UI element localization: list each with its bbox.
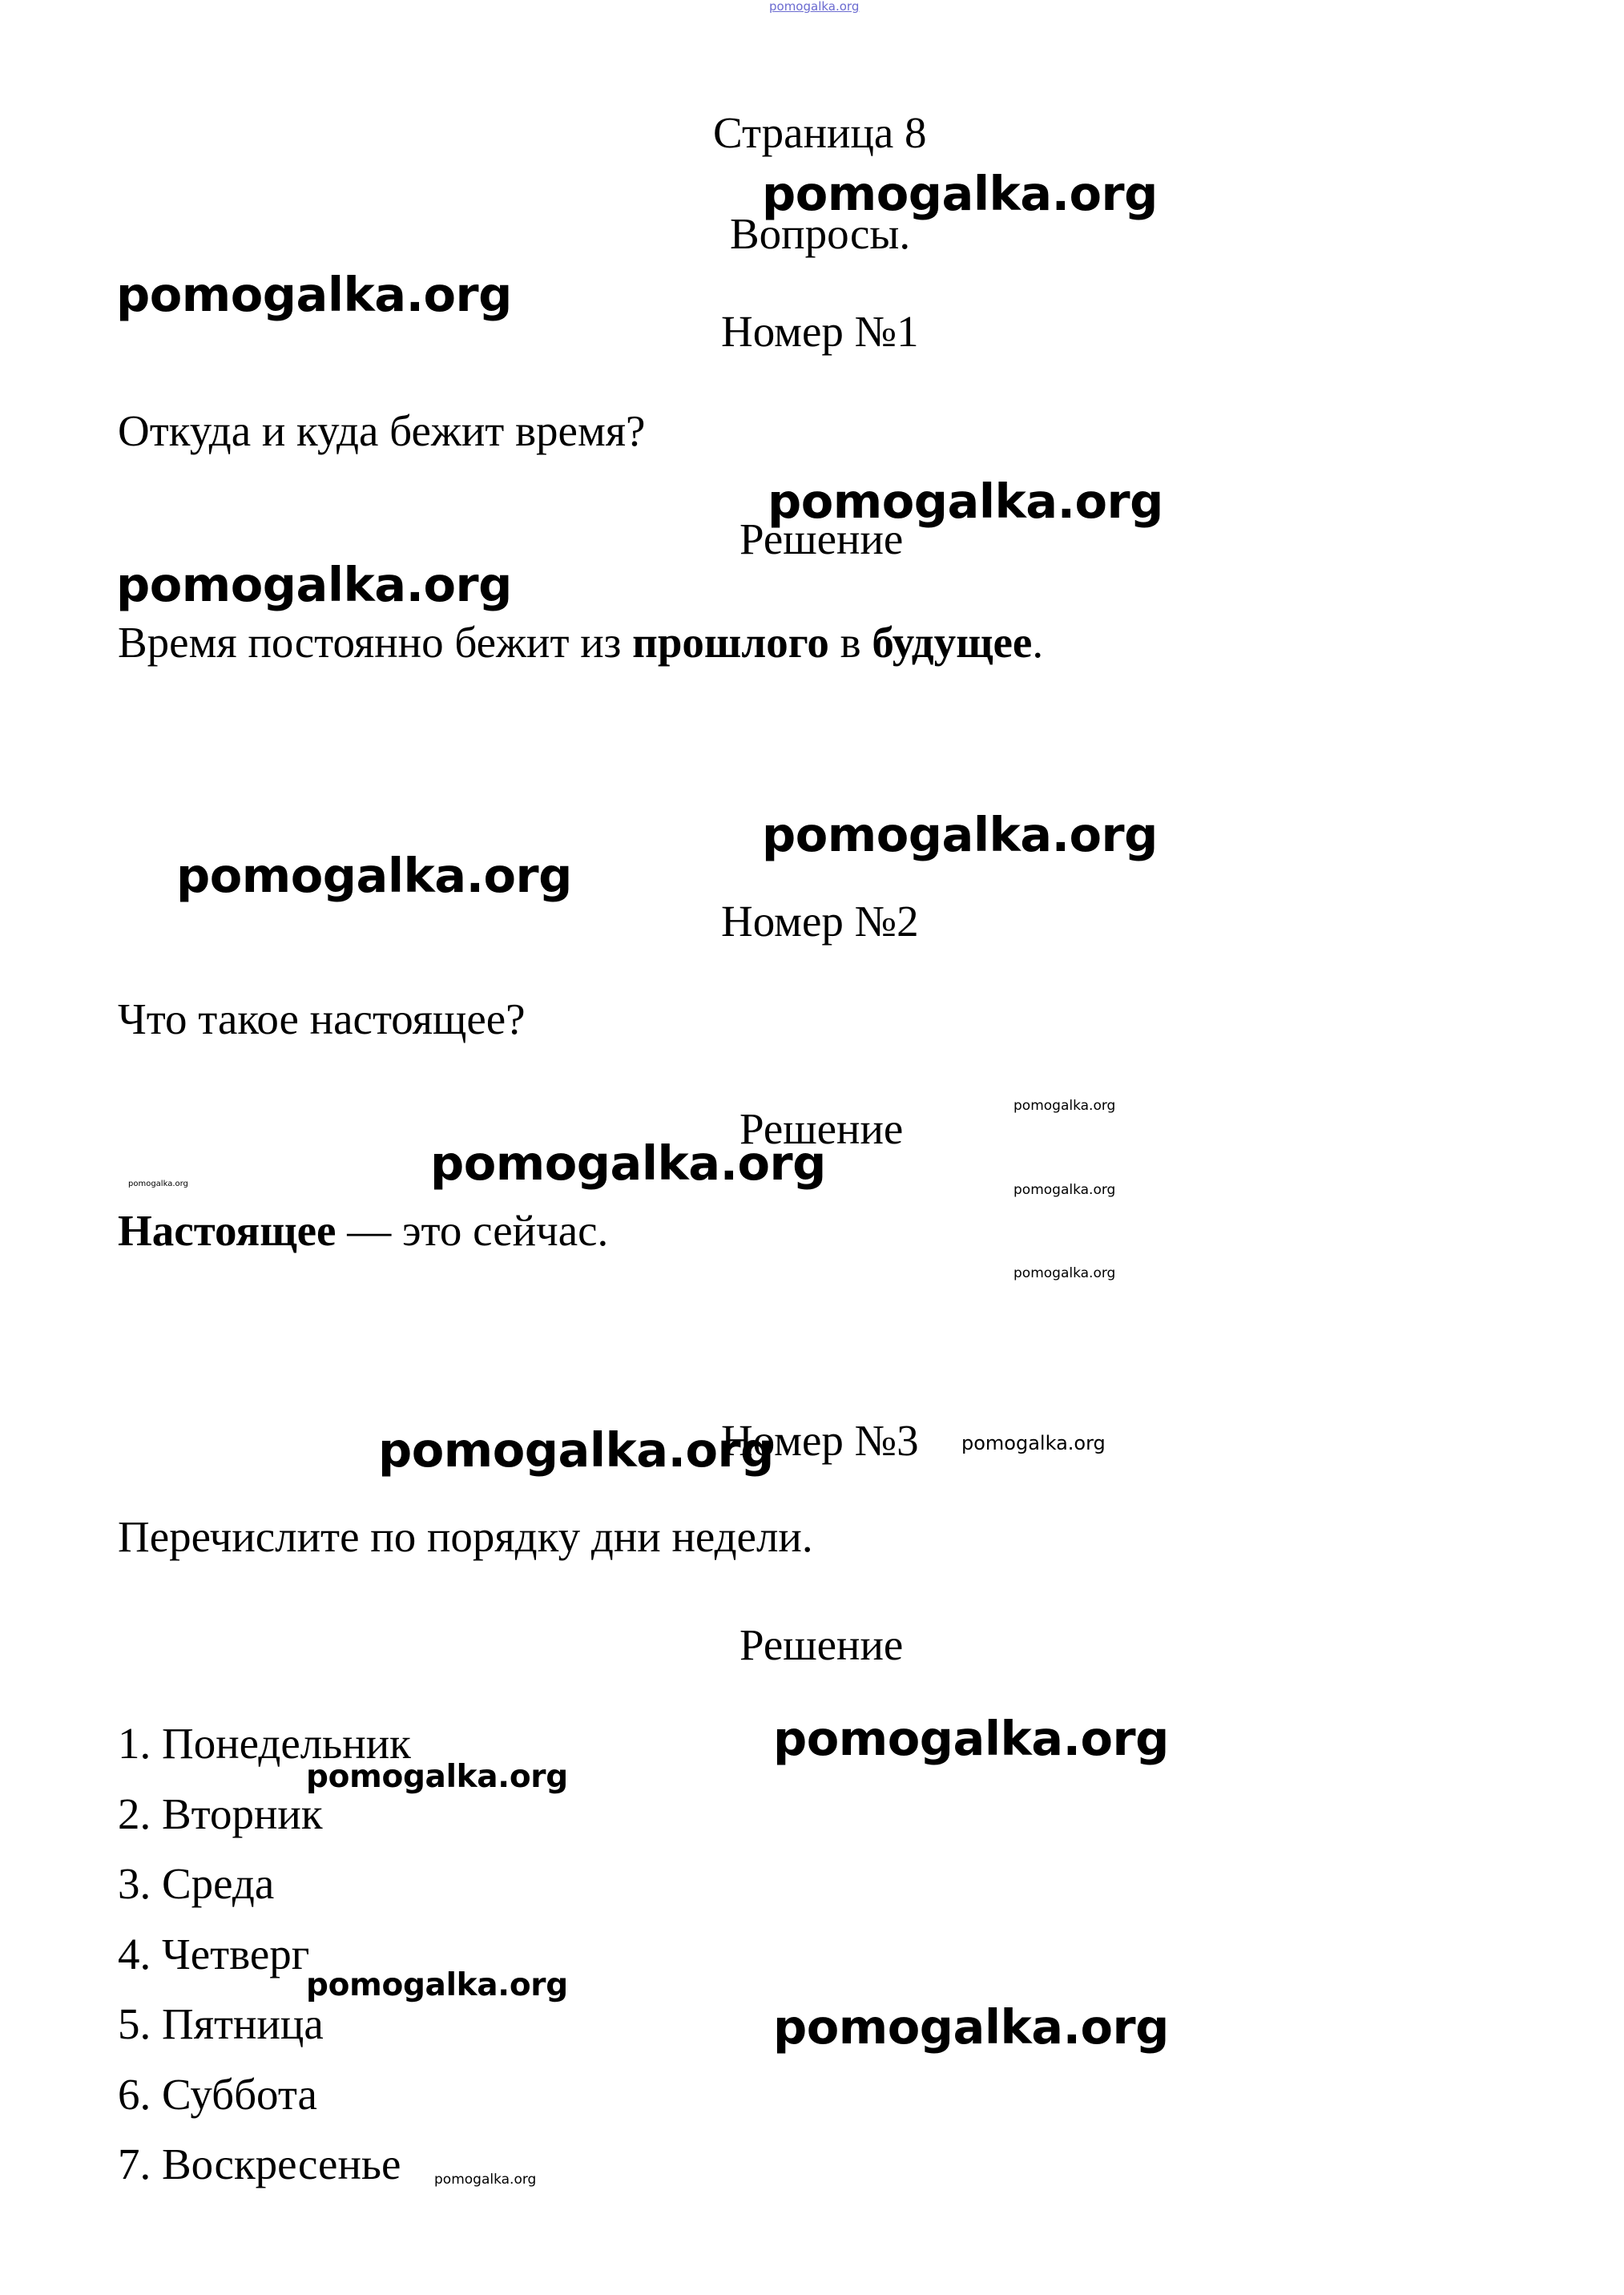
watermark: pomogalka.org <box>768 474 1163 529</box>
watermark: pomogalka.org <box>762 166 1158 221</box>
watermark-small: pomogalka.org <box>1013 1098 1116 1114</box>
answer-bold-term: прошлого <box>632 618 829 667</box>
answer-bold-term: будущее <box>872 618 1033 667</box>
list-item: 2. Вторник <box>118 1789 323 1838</box>
list-item: 4. Четверг <box>118 1929 310 1978</box>
list-item: 3. Среда <box>118 1859 275 1908</box>
watermark: pomogalka.org <box>306 1759 568 1795</box>
question-2-number: Номер №2 <box>721 897 919 946</box>
question-3-text: Перечислите по порядку дни недели. <box>118 1512 813 1561</box>
answer-bold-term: Настоящее <box>118 1206 336 1255</box>
question-2-text: Что такое настоящее? <box>118 994 526 1043</box>
watermark: pomogalka.org <box>430 1135 826 1191</box>
watermark: pomogalka.org <box>773 1999 1169 2055</box>
watermark: pomogalka.org <box>306 1967 568 2003</box>
answer-text: Время постоянно бежит из <box>118 618 633 667</box>
question-3-number: Номер №3 <box>721 1416 919 1465</box>
question-2-solution-label: Решение <box>739 1104 904 1153</box>
watermark-small: pomogalka.org <box>434 2172 537 2188</box>
list-item: 7. Воскресенье <box>118 2140 401 2188</box>
watermark-small: pomogalka.org <box>1013 1265 1116 1281</box>
top-watermark-link[interactable]: pomogalka.org <box>769 0 860 14</box>
answer-text: в <box>828 618 872 667</box>
answer-text: . <box>1032 618 1044 667</box>
question-3-solution-label: Решение <box>739 1620 904 1669</box>
section-title: Вопросы. <box>730 209 911 258</box>
watermark: pomogalka.org <box>378 1422 774 1478</box>
watermark-small: pomogalka.org <box>1013 1182 1116 1198</box>
watermark: pomogalka.org <box>116 267 512 322</box>
watermark-micro: pomogalka.org <box>128 1180 188 1188</box>
question-1-answer <box>118 618 1044 667</box>
question-1-solution-label: Решение <box>739 514 904 563</box>
watermark: pomogalka.org <box>116 557 512 612</box>
answer-text: — это сейчас. <box>336 1206 609 1255</box>
page-title: Страница 8 <box>713 108 927 157</box>
watermark: pomogalka.org <box>176 848 572 903</box>
question-1-text: Откуда и куда бежит время? <box>118 406 646 455</box>
list-item: 1. Понедельник <box>118 1719 411 1768</box>
list-item: 6. Суббота <box>118 2069 317 2119</box>
watermark: pomogalka.org <box>773 1711 1169 1766</box>
list-item: 5. Пятница <box>118 1999 324 2048</box>
question-2-answer <box>118 1206 609 1255</box>
watermark: pomogalka.org <box>762 807 1158 862</box>
question-1-number: Номер №1 <box>721 307 919 356</box>
watermark-small: pomogalka.org <box>961 1432 1106 1454</box>
